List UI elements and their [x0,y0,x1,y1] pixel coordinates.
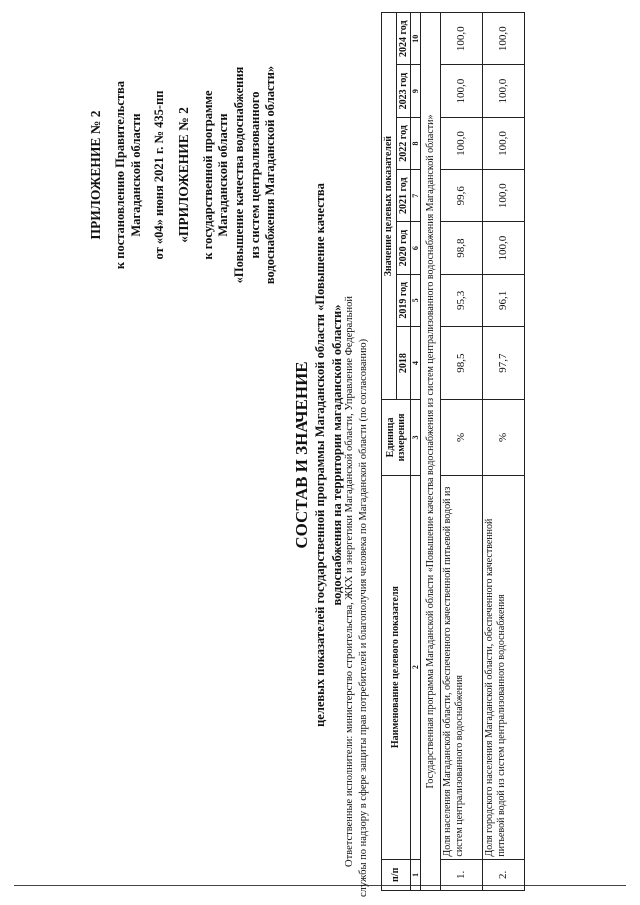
row-value: 100,0 [483,170,525,222]
row-indicator-name: Доля населения Магаданской области, обеспеченного качественной питьевой водой из систем централизованного водоснабжения [441,475,483,859]
header-num: п/п [382,859,411,890]
column-number: 2 [411,475,421,859]
row-value: 100,0 [483,13,525,65]
title-sub-2: водоснабжения на территории магаданской области» [329,304,344,606]
title-sub-1: целевых показателей государственной программы Магаданской области «Повышение качества [313,183,328,727]
row-num: 2. [483,859,525,890]
header-values: Значение целевых показателей [382,13,397,400]
table-row [441,13,483,891]
header-year: 2018 [396,327,411,400]
header-year: 2023 год [396,65,411,117]
column-number: 5 [411,274,421,326]
row-value: 100,0 [441,117,483,169]
column-number: 7 [411,170,421,222]
program-ref-line: к государственной программе [200,90,215,260]
approval-date-line: от «04» июня 2021 г. № 435-пп [152,90,167,260]
row-value: 100,0 [483,222,525,274]
program-row: Государственная программа Магаданской области «Повышение качества водоснабжения из систем централизованного водоснабжения Магаданской области» [421,13,441,891]
header-year: 2021 год [396,170,411,222]
column-number: 3 [411,400,421,475]
executors-line-2: службы по надзору в сфере защиты прав потребителей и благополучия человека по Магаданской области (по согласованию) [357,338,369,897]
column-number: 1 [411,859,421,890]
header-year: 2020 год [396,222,411,274]
executors-line-1: Ответственные исполнители: министерство строительства, ЖКХ и энергетики Магаданской области, Управление Федеральной [344,296,355,867]
row-value: 95,3 [441,274,483,326]
indicators-table [381,12,525,891]
document-title [292,105,345,805]
row-value: 99,6 [441,170,483,222]
row-unit: % [483,400,525,475]
header-year: 2024 год [396,13,411,65]
program-name-line-3: водоснабжения Магаданской области» [263,65,278,285]
column-number: 6 [411,222,421,274]
responsible-executors [343,17,370,897]
column-number: 8 [411,117,421,169]
row-value: 100,0 [441,65,483,117]
column-number: 9 [411,65,421,117]
row-value: 100,0 [441,13,483,65]
row-indicator-name: Доля городского населения Магаданской области, обеспеченного качественной питьевой водой из систем централизованного водоснабжения [483,475,525,859]
column-number: 10 [411,13,421,65]
row-value: 100,0 [483,65,525,117]
appendix-heading: ПРИЛОЖЕНИЕ № 2 [88,110,103,240]
header-unit: Единица измерения [382,400,411,475]
row-unit: % [441,400,483,475]
row-value: 100,0 [483,117,525,169]
header-year: 2022 год [396,117,411,169]
row-value: 98,8 [441,222,483,274]
row-num: 1. [441,859,483,890]
approval-decree-line: к постановлению Правительства [112,80,127,270]
program-name-line-2: из систем централизованного [247,91,262,259]
approval-block [88,10,279,340]
column-number: 4 [411,327,421,400]
appendix-heading-quoted: «ПРИЛОЖЕНИЕ № 2 [175,107,191,243]
title-main: СОСТАВ И ЗНАЧЕНИЕ [292,361,311,549]
approval-region-line: Магаданской области [128,113,143,237]
header-year: 2019 год [396,274,411,326]
row-value: 97,7 [483,327,525,400]
table-row [483,13,525,891]
program-name-line-1: «Повышение качества водоснабжения [231,66,246,284]
program-region-line: Магаданской области [216,113,231,237]
header-name: Наименование целевого показателя [382,475,411,859]
row-value: 98,5 [441,327,483,400]
row-value: 96,1 [483,274,525,326]
